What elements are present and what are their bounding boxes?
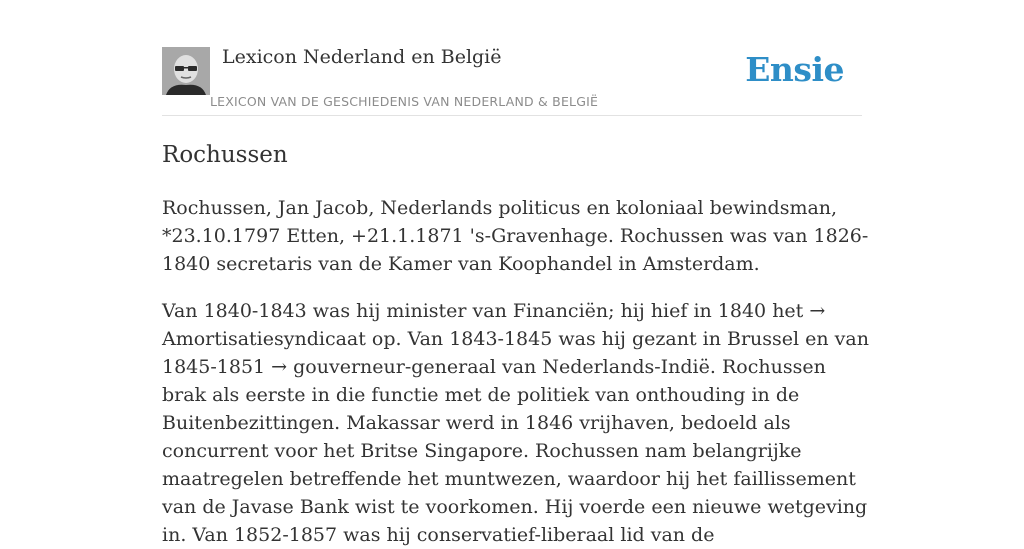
article-title: Rochussen — [162, 142, 288, 168]
source-title[interactable]: Lexicon Nederland en België — [222, 46, 502, 68]
portrait-photo-icon — [162, 47, 210, 95]
article — [162, 140, 874, 549]
ensie-logo[interactable]: Ensie — [745, 50, 844, 89]
article-paragraph: Van 1840-1843 was hij minister van Financiën; hij hief in 1840 het → Amortisatiesyndicaat op. Van 1843-1845 was hij gezant in Brussel en van 1845-1851 → gouverneur-generaal van Nederlands-Indië. Rochussen brak als eerste in die functie met de politiek van onthouding in de Buitenbezittingen. Makassar werd in 1846 vrijhaven, bedoeld als concurrent voor het Britse Singapore. Rochussen nam belangrijke maatregelen betreffende het muntwezen, waardoor hij het faillissement van de Javase Bank wist te voorkomen. Hij voerde een nieuwe wetgeving in. Van 1852-1857 was hij conservatief-liberaal lid van de — [162, 300, 869, 546]
article-paragraph: Rochussen, Jan Jacob, Nederlands politicus en koloniaal bewindsman, *23.10.1797 Etten, +21.1.1871 's-Gravenhage. Rochussen was van 1826-1840 secretaris van de Kamer van Koophandel in Amsterdam. — [162, 197, 869, 275]
source-header — [162, 44, 862, 116]
header-divider — [162, 115, 862, 116]
source-avatar[interactable] — [162, 47, 210, 95]
source-subtitle: LEXICON VAN DE GESCHIEDENIS VAN NEDERLAND & BELGIË — [210, 94, 599, 109]
